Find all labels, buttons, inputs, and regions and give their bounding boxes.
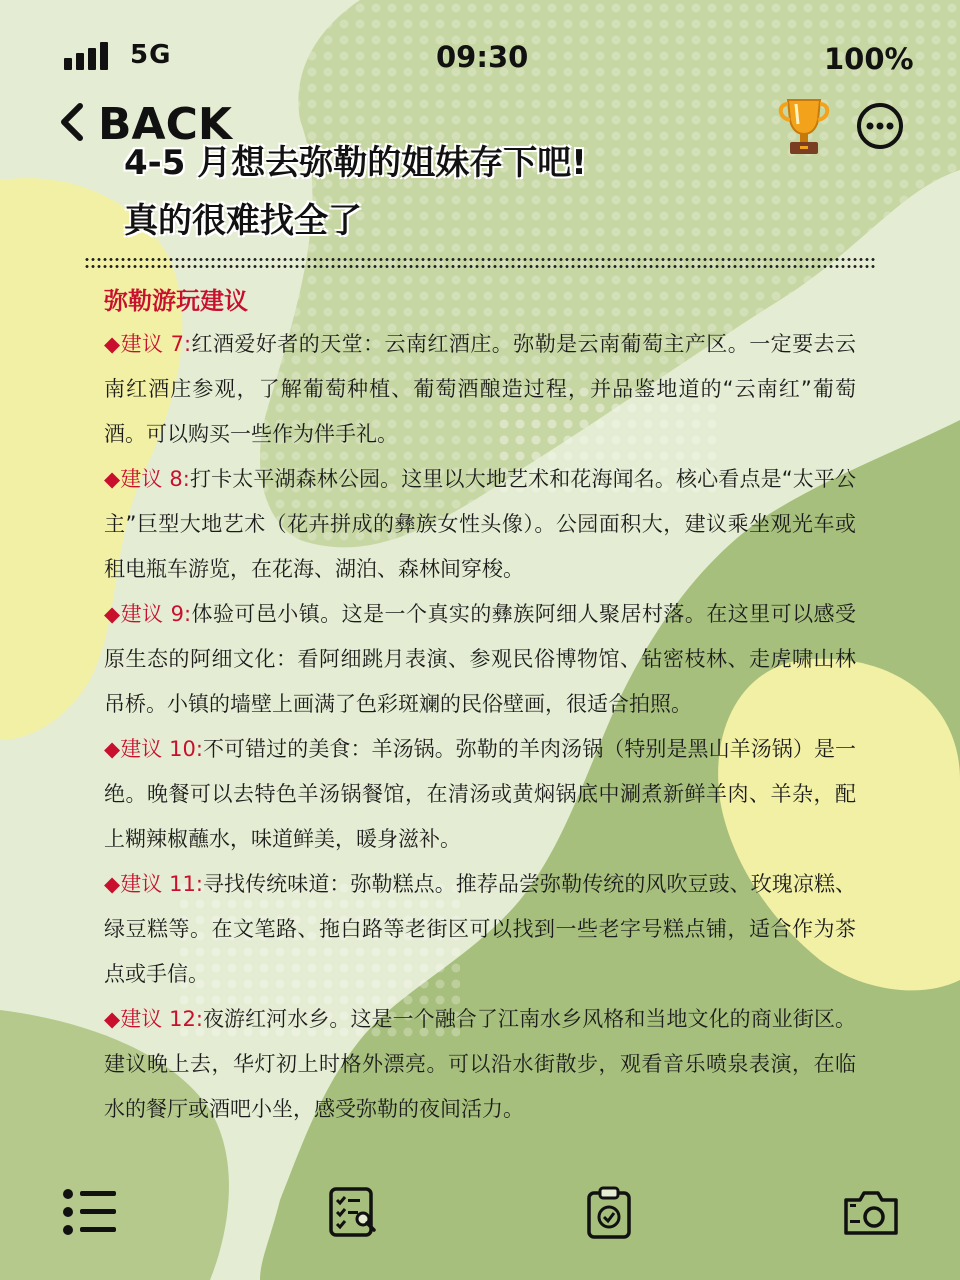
tip-label: ◆建议 7: [104,332,192,356]
tip-text: 夜游红河水乡。这是一个融合了江南水乡风格和当地文化的商业街区。建议晚上去，华灯初上时格外漂亮。可以沿水街散步，观看音乐喷泉表演，在临水的餐厅或酒吧小坐，感受弥勒的夜间活力。 [104,1007,857,1121]
network-type: 5G [130,40,172,70]
tip-10 [104,727,856,862]
tip-text: 体验可邑小镇。这是一个真实的彝族阿细人聚居村落。在这里可以感受原生态的阿细文化：看阿细跳月表演、参观民俗博物馆、钻密枝林、走虎啸山林吊桥。小镇的墙壁上画满了色彩斑斓的民俗壁画，很适合拍照。 [104,602,856,716]
tip-7 [104,322,856,457]
tip-label: ◆建议 8: [104,467,190,491]
tip-11 [104,862,856,997]
title-line-2: 真的很难找全了 [124,201,362,241]
tip-12 [104,997,856,1132]
clipboard-check-icon[interactable] [586,1186,632,1244]
battery-level: 100% [824,42,914,76]
dotted-divider [84,256,876,270]
tip-9 [104,592,856,727]
tip-label: ◆建议 11: [104,872,203,896]
camera-icon[interactable] [842,1190,900,1240]
tip-8 [104,457,856,592]
tip-label: ◆建议 9: [104,602,192,626]
article-content [104,280,856,1132]
signal-bars-icon [64,42,114,74]
section-title: 弥勒游玩建议 [104,287,248,315]
bottom-nav [0,1180,960,1250]
title-line-1: 4-5 月想去弥勒的姐妹存下吧! [124,143,587,183]
menu-list-icon[interactable] [62,1188,118,1240]
more-icon[interactable] [856,102,904,154]
chevron-left-icon [58,102,84,146]
page-title [124,134,844,250]
back-label: BACK [98,98,232,150]
tip-label: ◆建议 12: [104,1007,203,1031]
checklist-search-icon[interactable] [328,1186,378,1242]
tip-label: ◆建议 10: [104,737,203,761]
tip-text: 寻找传统味道：弥勒糕点。推荐品尝弥勒传统的风吹豆豉、玫瑰凉糕、绿豆糕等。在文笔路、拖白路等老街区可以找到一些老字号糕点铺，适合作为茶点或手信。 [104,872,857,986]
tip-text: 不可错过的美食：羊汤锅。弥勒的羊肉汤锅（特别是黑山羊汤锅）是一绝。晚餐可以去特色羊汤锅餐馆，在清汤或黄焖锅底中涮煮新鲜羊肉、羊杂，配上糊辣椒蘸水，味道鲜美，暖身滋补。 [104,737,857,851]
tip-text: 打卡太平湖森林公园。这里以大地艺术和花海闻名。核心看点是“太平公主”巨型大地艺术（花卉拼成的彝族女性头像）。公园面积大，建议乘坐观光车或租电瓶车游览，在花海、湖泊、森林间穿梭。 [104,467,856,581]
status-bar [0,38,960,78]
tip-text: 红酒爱好者的天堂：云南红酒庄。弥勒是云南葡萄主产区。一定要去云南红酒庄参观，了解葡萄种植、葡萄酒酿造过程，并品鉴地道的“云南红”葡萄酒。可以购买一些作为伴手礼。 [104,332,856,446]
status-time: 09:30 [436,40,529,74]
